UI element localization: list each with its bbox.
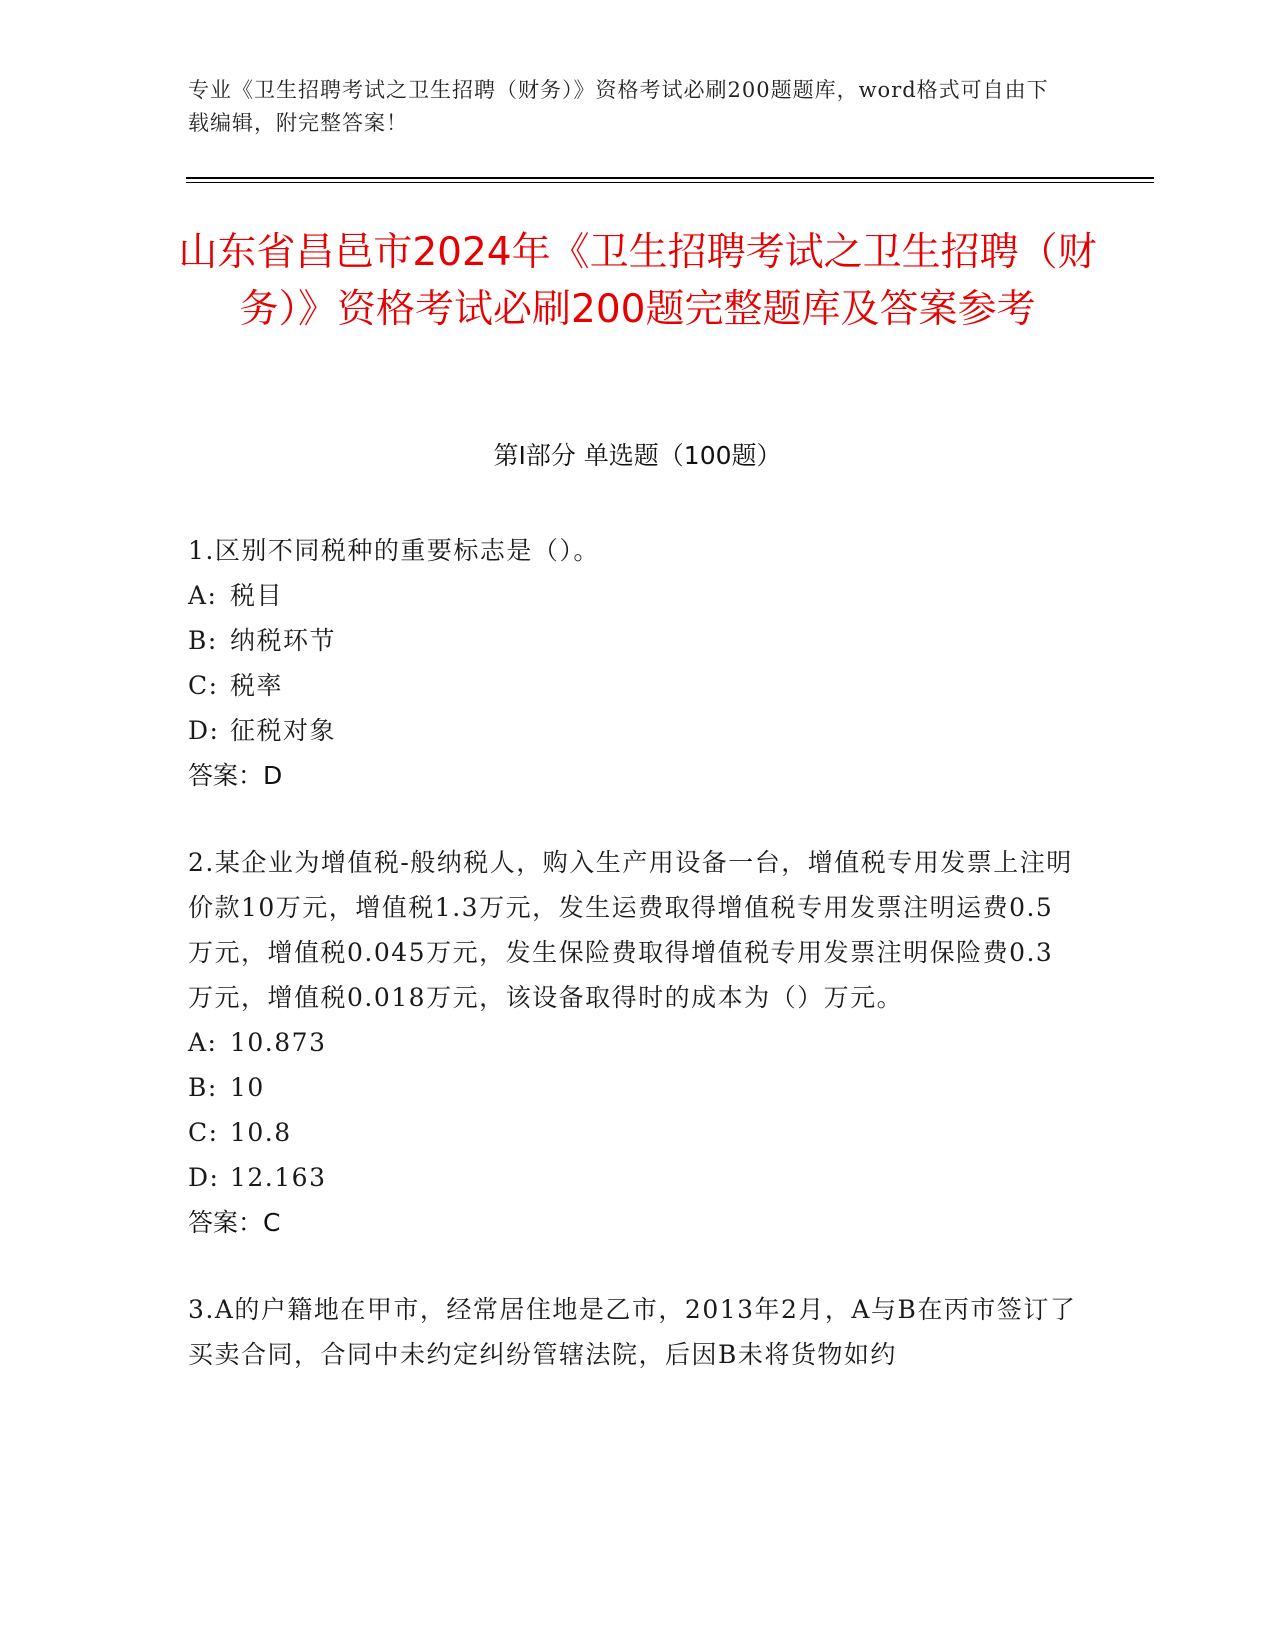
option-b [188,1065,1078,1110]
question-spacer [188,798,1078,840]
document-title: 山东省昌邑市2024年《卫生招聘考试之卫生招聘（财务）》资格考试必刷200题完整题库及答案参考 [178,230,1097,332]
option-a [188,1020,1078,1065]
option-text: 征税对象 [230,716,337,745]
question-stem: 1.区别不同税种的重要标志是（）。 [188,536,600,565]
answer-line: 答案：D [188,761,283,790]
option-text: 12.163 [230,1163,327,1192]
option-letter: B: [188,1073,218,1102]
question-stem: 3.A的户籍地在甲市，经常居住地是乙市，2013年2月，A与B在丙市签订了买卖合同，合同中未约定纠纷管辖法院，后因B未将货物如约 [188,1295,1077,1369]
header-divider-thick [186,177,1154,179]
question-3 [188,1287,1078,1377]
question-spacer [188,1245,1078,1287]
option-text: 10.8 [230,1118,292,1147]
option-letter: C: [188,671,219,700]
option-letter: D: [188,1163,220,1192]
option-a [188,573,1078,618]
section-heading: 第Ⅰ部分 单选题（100题） [493,441,782,470]
option-c [188,663,1078,708]
option-text: 税率 [230,671,284,700]
option-text: 税目 [230,581,284,610]
question-stem: 2.某企业为增值税-般纳税人，购入生产用设备一台，增值税专用发票上注明价款10万元，增值税1.3万元，发生运费取得增值税专用发票注明运费0.5万元，增值税0.045万元，发生保险费取得增值税专用发票注明保险费0.3万元，增值税0.018万元，该设备取得时的成本为（）万元。 [188,848,1073,1012]
option-c [188,1110,1078,1155]
option-letter: A: [188,581,218,610]
option-b [188,618,1078,663]
question-1 [188,528,1078,798]
question-2 [188,840,1078,1245]
option-text: 纳税环节 [230,626,337,655]
option-letter: A: [188,1028,218,1057]
option-text: 10.873 [230,1028,327,1057]
question-list [188,528,1078,1377]
option-letter: C: [188,1118,219,1147]
option-d [188,708,1078,753]
answer-line: 答案：C [188,1208,281,1237]
header-note: 专业《卫生招聘考试之卫生招聘（财务）》资格考试必刷200题题库，word格式可自由下载编辑，附完整答案！ [188,78,1049,135]
option-letter: B: [188,626,218,655]
option-d [188,1155,1078,1200]
header-divider-thin [186,182,1154,183]
option-letter: D: [188,716,220,745]
option-text: 10 [230,1073,265,1102]
